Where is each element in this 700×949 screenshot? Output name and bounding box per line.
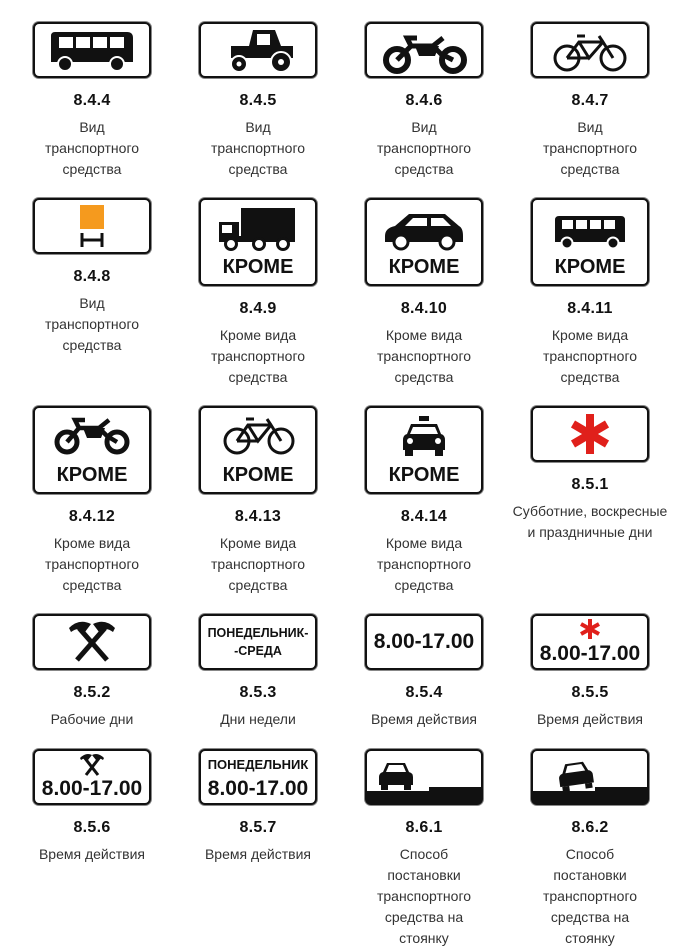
sign-code: 8.4.6 xyxy=(405,92,443,109)
sign-code: 8.5.1 xyxy=(571,476,609,493)
bicycle-icon xyxy=(533,24,647,76)
sign-item-8-4-8 xyxy=(9,198,175,356)
sign-plate xyxy=(33,406,151,494)
sign-plate xyxy=(199,406,317,494)
sign-code: 8.4.7 xyxy=(571,92,609,109)
sign-description: Кроме вида транспортного средства xyxy=(210,327,306,385)
sign-plate xyxy=(199,749,317,805)
sign-plate xyxy=(531,406,649,462)
sign-code: 8.6.2 xyxy=(571,819,609,836)
sign-caption: КРОМЕ xyxy=(222,256,294,278)
sign-plate xyxy=(531,749,649,805)
sign-description: Рабочие дни xyxy=(50,711,134,727)
sign-time: 8.00-17.00 xyxy=(41,777,143,800)
sign-caption: КРОМЕ xyxy=(388,464,460,486)
crossed-hammers-icon xyxy=(35,616,149,668)
sign-plate xyxy=(531,614,649,670)
sign-item-8-5-7 xyxy=(175,749,341,865)
sign-caption: КРОМЕ xyxy=(56,464,128,486)
sign-days-line1: ПОНЕДЕЛЬНИК- xyxy=(207,626,309,640)
sign-code: 8.5.3 xyxy=(239,684,277,701)
sign-plate xyxy=(365,614,483,670)
sign-item-8-4-4 xyxy=(9,22,175,180)
sign-caption: КРОМЕ xyxy=(388,256,460,278)
sign-description: Вид транспортного средства xyxy=(210,119,306,177)
sign-caption: КРОМЕ xyxy=(222,464,294,486)
sign-code: 8.5.6 xyxy=(73,819,111,836)
sign-days-line2: -СРЕДА xyxy=(234,644,282,658)
sign-code: 8.4.12 xyxy=(68,508,116,525)
sign-item-8-4-11 xyxy=(507,198,673,388)
car-parked-curb-icon xyxy=(533,751,647,803)
sign-code: 8.4.14 xyxy=(400,508,448,525)
sign-item-8-4-13 xyxy=(175,406,341,596)
sign-plate xyxy=(33,198,151,254)
sign-plate xyxy=(33,749,151,805)
bus-icon xyxy=(35,24,149,76)
sign-plate xyxy=(33,614,151,670)
sign-description: Время действия xyxy=(38,846,146,862)
sign-item-8-5-5 xyxy=(507,614,673,730)
sign-description: Кроме вида транспортного средства xyxy=(376,327,472,385)
sign-item-8-5-4 xyxy=(341,614,507,730)
sign-description: Кроме вида транспортного средства xyxy=(542,327,638,385)
orange-plate-icon xyxy=(80,205,104,229)
sign-code: 8.4.4 xyxy=(73,92,111,109)
sign-item-8-4-7 xyxy=(507,22,673,180)
sign-item-8-4-14 xyxy=(341,406,507,596)
sign-plate xyxy=(365,406,483,494)
sign-description: Время действия xyxy=(536,711,644,727)
sign-description: Кроме вида транспортного средства xyxy=(44,535,140,593)
sign-time: 8.00-17.00 xyxy=(539,642,641,665)
sign-code: 8.6.1 xyxy=(405,819,443,836)
sign-code: 8.4.5 xyxy=(239,92,277,109)
sign-code: 8.4.10 xyxy=(400,300,448,317)
sign-item-8-5-1 xyxy=(507,406,673,543)
sign-days-line1: ПОНЕДЕЛЬНИК xyxy=(207,757,309,772)
motorcycle-icon xyxy=(367,24,481,76)
tractor-icon xyxy=(201,24,315,76)
sign-item-8-4-9 xyxy=(175,198,341,388)
sign-plate xyxy=(199,22,317,78)
sign-item-8-4-12 xyxy=(9,406,175,596)
sign-code: 8.4.9 xyxy=(239,300,277,317)
sign-item-8-5-3 xyxy=(175,614,341,730)
sign-code: 8.5.7 xyxy=(239,819,277,836)
sign-description: Вид транспортного средства xyxy=(44,295,140,353)
sign-item-8-4-5 xyxy=(175,22,341,180)
sign-code: 8.4.11 xyxy=(567,300,613,317)
sign-plate xyxy=(199,614,317,670)
sign-plate xyxy=(365,749,483,805)
sign-plate xyxy=(33,22,151,78)
sign-description: Кроме вида транспортного средства xyxy=(210,535,306,593)
sign-description: Способ постановки транспортного средства на стоянку xyxy=(542,846,638,946)
sign-caption: КРОМЕ xyxy=(554,256,626,278)
sign-item-8-4-10 xyxy=(341,198,507,388)
sign-item-8-6-1 xyxy=(341,749,507,949)
sign-plate xyxy=(365,198,483,286)
sign-code: 8.4.13 xyxy=(234,508,282,525)
sign-description: Субботние, воскресные и праздничные дни xyxy=(512,503,668,540)
sign-code: 8.5.2 xyxy=(73,684,111,701)
sign-item-8-5-6 xyxy=(9,749,175,865)
sign-code: 8.5.4 xyxy=(405,684,443,701)
sign-code: 8.4.8 xyxy=(73,268,111,285)
sign-plate xyxy=(199,198,317,286)
sign-code: 8.5.5 xyxy=(571,684,609,701)
sign-description: Вид транспортного средства xyxy=(44,119,140,177)
car-parked-road-icon xyxy=(367,751,481,803)
sign-description: Время действия xyxy=(204,846,312,862)
sign-description: Кроме вида транспортного средства xyxy=(376,535,472,593)
sign-description: Время действия xyxy=(370,711,478,727)
sign-plate xyxy=(531,198,649,286)
sign-description: Дни недели xyxy=(220,711,296,727)
asterisk-icon xyxy=(533,408,647,460)
sign-item-8-4-6 xyxy=(341,22,507,180)
sign-item-8-6-2 xyxy=(507,749,673,949)
sign-description: Способ постановки транспортного средства на стоянку xyxy=(376,846,472,946)
sign-description: Вид транспортного средства xyxy=(542,119,638,177)
sign-plate xyxy=(531,22,649,78)
hazmat-plate-icon xyxy=(35,200,149,252)
sign-description: Вид транспортного средства xyxy=(376,119,472,177)
sign-time: 8.00-17.00 xyxy=(207,777,309,800)
sign-item-8-5-2 xyxy=(9,614,175,730)
sign-plate xyxy=(365,22,483,78)
sign-time: 8.00-17.00 xyxy=(373,630,475,653)
